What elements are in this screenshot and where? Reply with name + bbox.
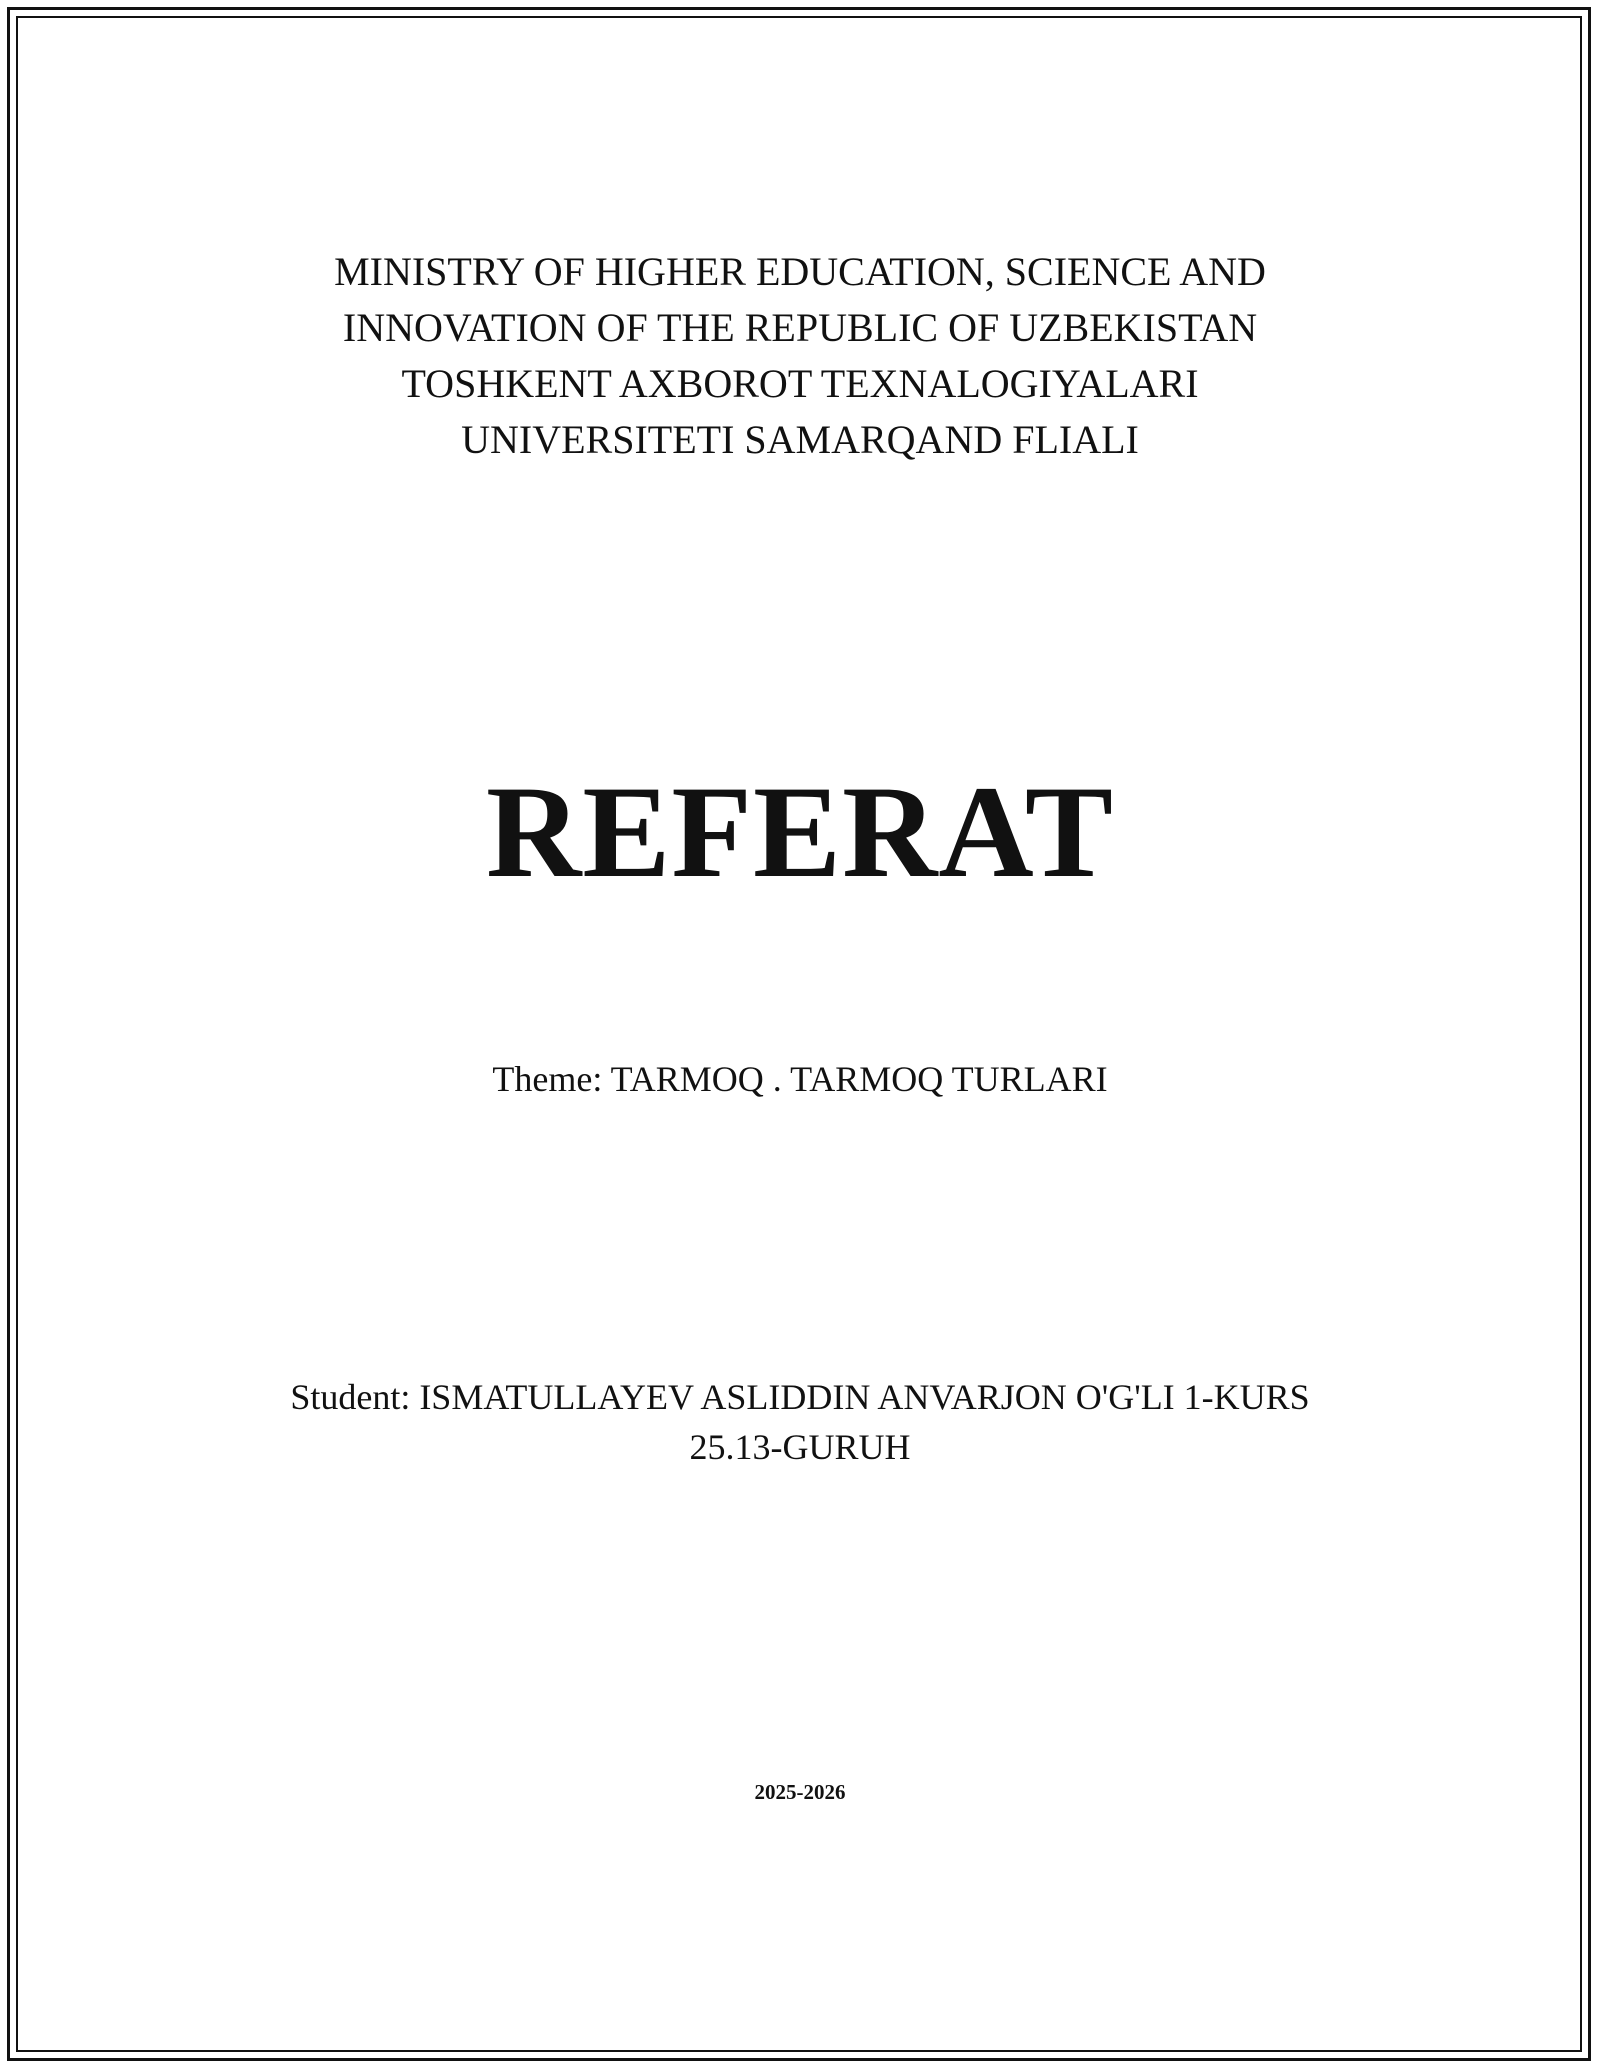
header-line: TOSHKENT AXBOROT TEXNALOGIYALARI: [401, 361, 1199, 406]
header-line: UNIVERSITETI SAMARQAND FLIALI: [461, 417, 1139, 462]
student-line: Student: ISMATULLAYEV ASLIDDIN ANVARJON O'G'LI 1-KURS: [290, 1377, 1310, 1417]
header-line: MINISTRY OF HIGHER EDUCATION, SCIENCE AND: [334, 249, 1266, 294]
academic-year: 2025-2026: [754, 1780, 846, 1804]
student-group-line: 25.13-GURUH: [689, 1427, 911, 1467]
header-line: INNOVATION OF THE REPUBLIC OF UZBEKISTAN: [342, 305, 1258, 350]
theme-line: Theme: TARMOQ . TARMOQ TURLARI: [492, 1059, 1108, 1099]
student-info: [0, 1372, 1600, 1472]
institution-header: [0, 244, 1600, 468]
document-title: REFERAT: [486, 758, 1114, 905]
